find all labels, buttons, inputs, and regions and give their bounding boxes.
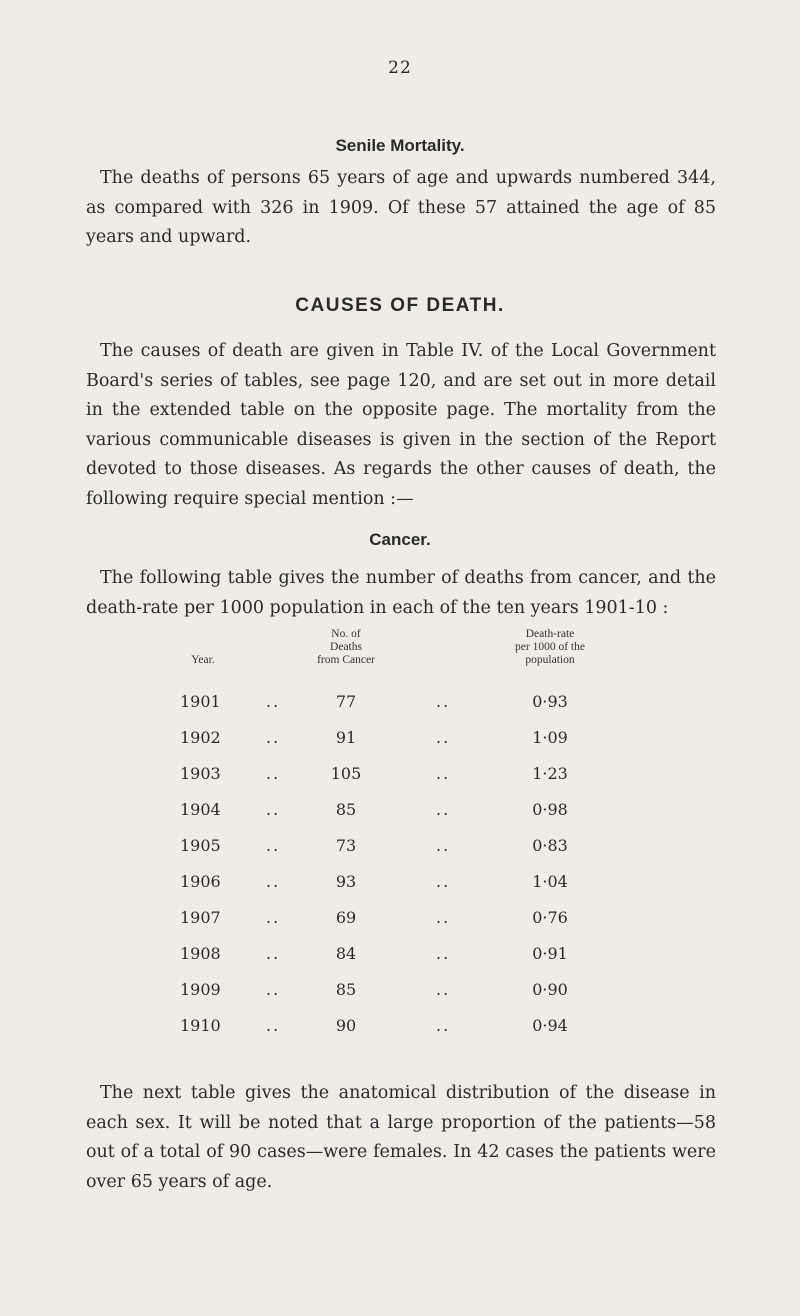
- deaths-cell: 77: [335, 692, 357, 711]
- leader-dots: ..: [436, 1016, 451, 1035]
- leader-dots: ..: [266, 728, 281, 747]
- death-rate-cell: 0·93: [532, 692, 568, 711]
- column-header-rate-line-1: Death-rate: [525, 628, 575, 640]
- deaths-cell: 90: [335, 1016, 357, 1035]
- table-row: [0, 872, 800, 896]
- year-cell: 1905: [180, 836, 221, 855]
- deaths-cell: 91: [335, 728, 357, 747]
- death-rate-cell: 0·76: [532, 908, 568, 927]
- leader-dots: ..: [436, 836, 451, 855]
- senile-mortality-paragraph: [86, 164, 716, 253]
- column-header-deaths-line-2: Deaths: [330, 641, 362, 653]
- column-header-year: Year.: [191, 654, 215, 666]
- leader-dots: ..: [266, 980, 281, 999]
- cancer-intro-paragraph: [86, 564, 716, 623]
- table-row: [0, 836, 800, 860]
- page-number: 22: [388, 58, 412, 78]
- leader-dots: ..: [436, 764, 451, 783]
- leader-dots: ..: [266, 692, 281, 711]
- leader-dots: ..: [436, 872, 451, 891]
- deaths-cell: 69: [335, 908, 357, 927]
- year-cell: 1903: [180, 764, 221, 783]
- year-cell: 1908: [180, 944, 221, 963]
- death-rate-cell: 1·09: [532, 728, 568, 747]
- table-row: [0, 944, 800, 968]
- senile-mortality-text: The deaths of persons 65 years of age and upwards numbered 344, as compared with 326 in 1909. Of these 57 attained the age of 85 years and upward.: [86, 168, 716, 247]
- death-rate-cell: 1·23: [532, 764, 568, 783]
- leader-dots: ..: [266, 944, 281, 963]
- cancer-heading: Cancer.: [369, 530, 431, 549]
- year-cell: 1906: [180, 872, 221, 891]
- death-rate-cell: 0·83: [532, 836, 568, 855]
- death-rate-cell: 0·91: [532, 944, 568, 963]
- leader-dots: ..: [436, 692, 451, 711]
- leader-dots: ..: [436, 944, 451, 963]
- leader-dots: ..: [266, 836, 281, 855]
- leader-dots: ..: [266, 1016, 281, 1035]
- leader-dots: ..: [436, 980, 451, 999]
- causes-of-death-heading: CAUSES OF DEATH.: [295, 295, 505, 316]
- deaths-cell: 84: [335, 944, 357, 963]
- closing-text: The next table gives the anatomical distribution of the disease in each sex. It will be noted that a large proportion of the patients—58 out of a total of 90 cases—were females. In 42 cases the patients were over 65 years of age.: [86, 1083, 716, 1192]
- column-header-deaths-line-1: No. of: [331, 628, 361, 640]
- table-row: [0, 1016, 800, 1040]
- leader-dots: ..: [266, 872, 281, 891]
- leader-dots: ..: [266, 908, 281, 927]
- column-header-death-rate: [480, 628, 620, 667]
- death-rate-cell: 0·98: [532, 800, 568, 819]
- table-row: [0, 692, 800, 716]
- cancer-intro-text: The following table gives the number of deaths from cancer, and the death-rate per 1000 population in each of the ten years 1901-10 :: [86, 568, 716, 618]
- deaths-cell: 73: [335, 836, 357, 855]
- closing-paragraph: [86, 1079, 716, 1197]
- senile-mortality-heading: Senile Mortality.: [335, 136, 465, 155]
- deaths-cell: 93: [335, 872, 357, 891]
- column-header-rate-line-2: per 1000 of the: [515, 641, 585, 653]
- column-header-deaths: [286, 628, 406, 667]
- leader-dots: ..: [266, 800, 281, 819]
- leader-dots: ..: [266, 764, 281, 783]
- leader-dots: ..: [436, 728, 451, 747]
- year-cell: 1909: [180, 980, 221, 999]
- leader-dots: ..: [436, 800, 451, 819]
- year-cell: 1907: [180, 908, 221, 927]
- table-row: [0, 764, 800, 788]
- column-header-deaths-line-3: from Cancer: [317, 654, 375, 666]
- death-rate-cell: 1·04: [532, 872, 568, 891]
- table-row: [0, 980, 800, 1004]
- table-row: [0, 800, 800, 824]
- table-row: [0, 908, 800, 932]
- death-rate-cell: 0·94: [532, 1016, 568, 1035]
- causes-of-death-paragraph: [86, 337, 716, 514]
- year-cell: 1902: [180, 728, 221, 747]
- deaths-cell: 85: [335, 980, 357, 999]
- year-cell: 1910: [180, 1016, 221, 1035]
- deaths-cell: 85: [335, 800, 357, 819]
- year-cell: 1901: [180, 692, 221, 711]
- table-row: [0, 728, 800, 752]
- column-header-rate-line-3: population: [525, 654, 575, 666]
- death-rate-cell: 0·90: [532, 980, 568, 999]
- causes-of-death-text: The causes of death are given in Table IV. of the Local Government Board's series of tables, see page 120, and are set out in more detail in the extended table on the opposite page. The mortality from the various communicable diseases is given in the section of the Report devoted to those diseases. As regards the other causes of death, the following require special mention :—: [86, 341, 716, 509]
- year-cell: 1904: [180, 800, 221, 819]
- leader-dots: ..: [436, 908, 451, 927]
- deaths-cell: 105: [330, 764, 362, 783]
